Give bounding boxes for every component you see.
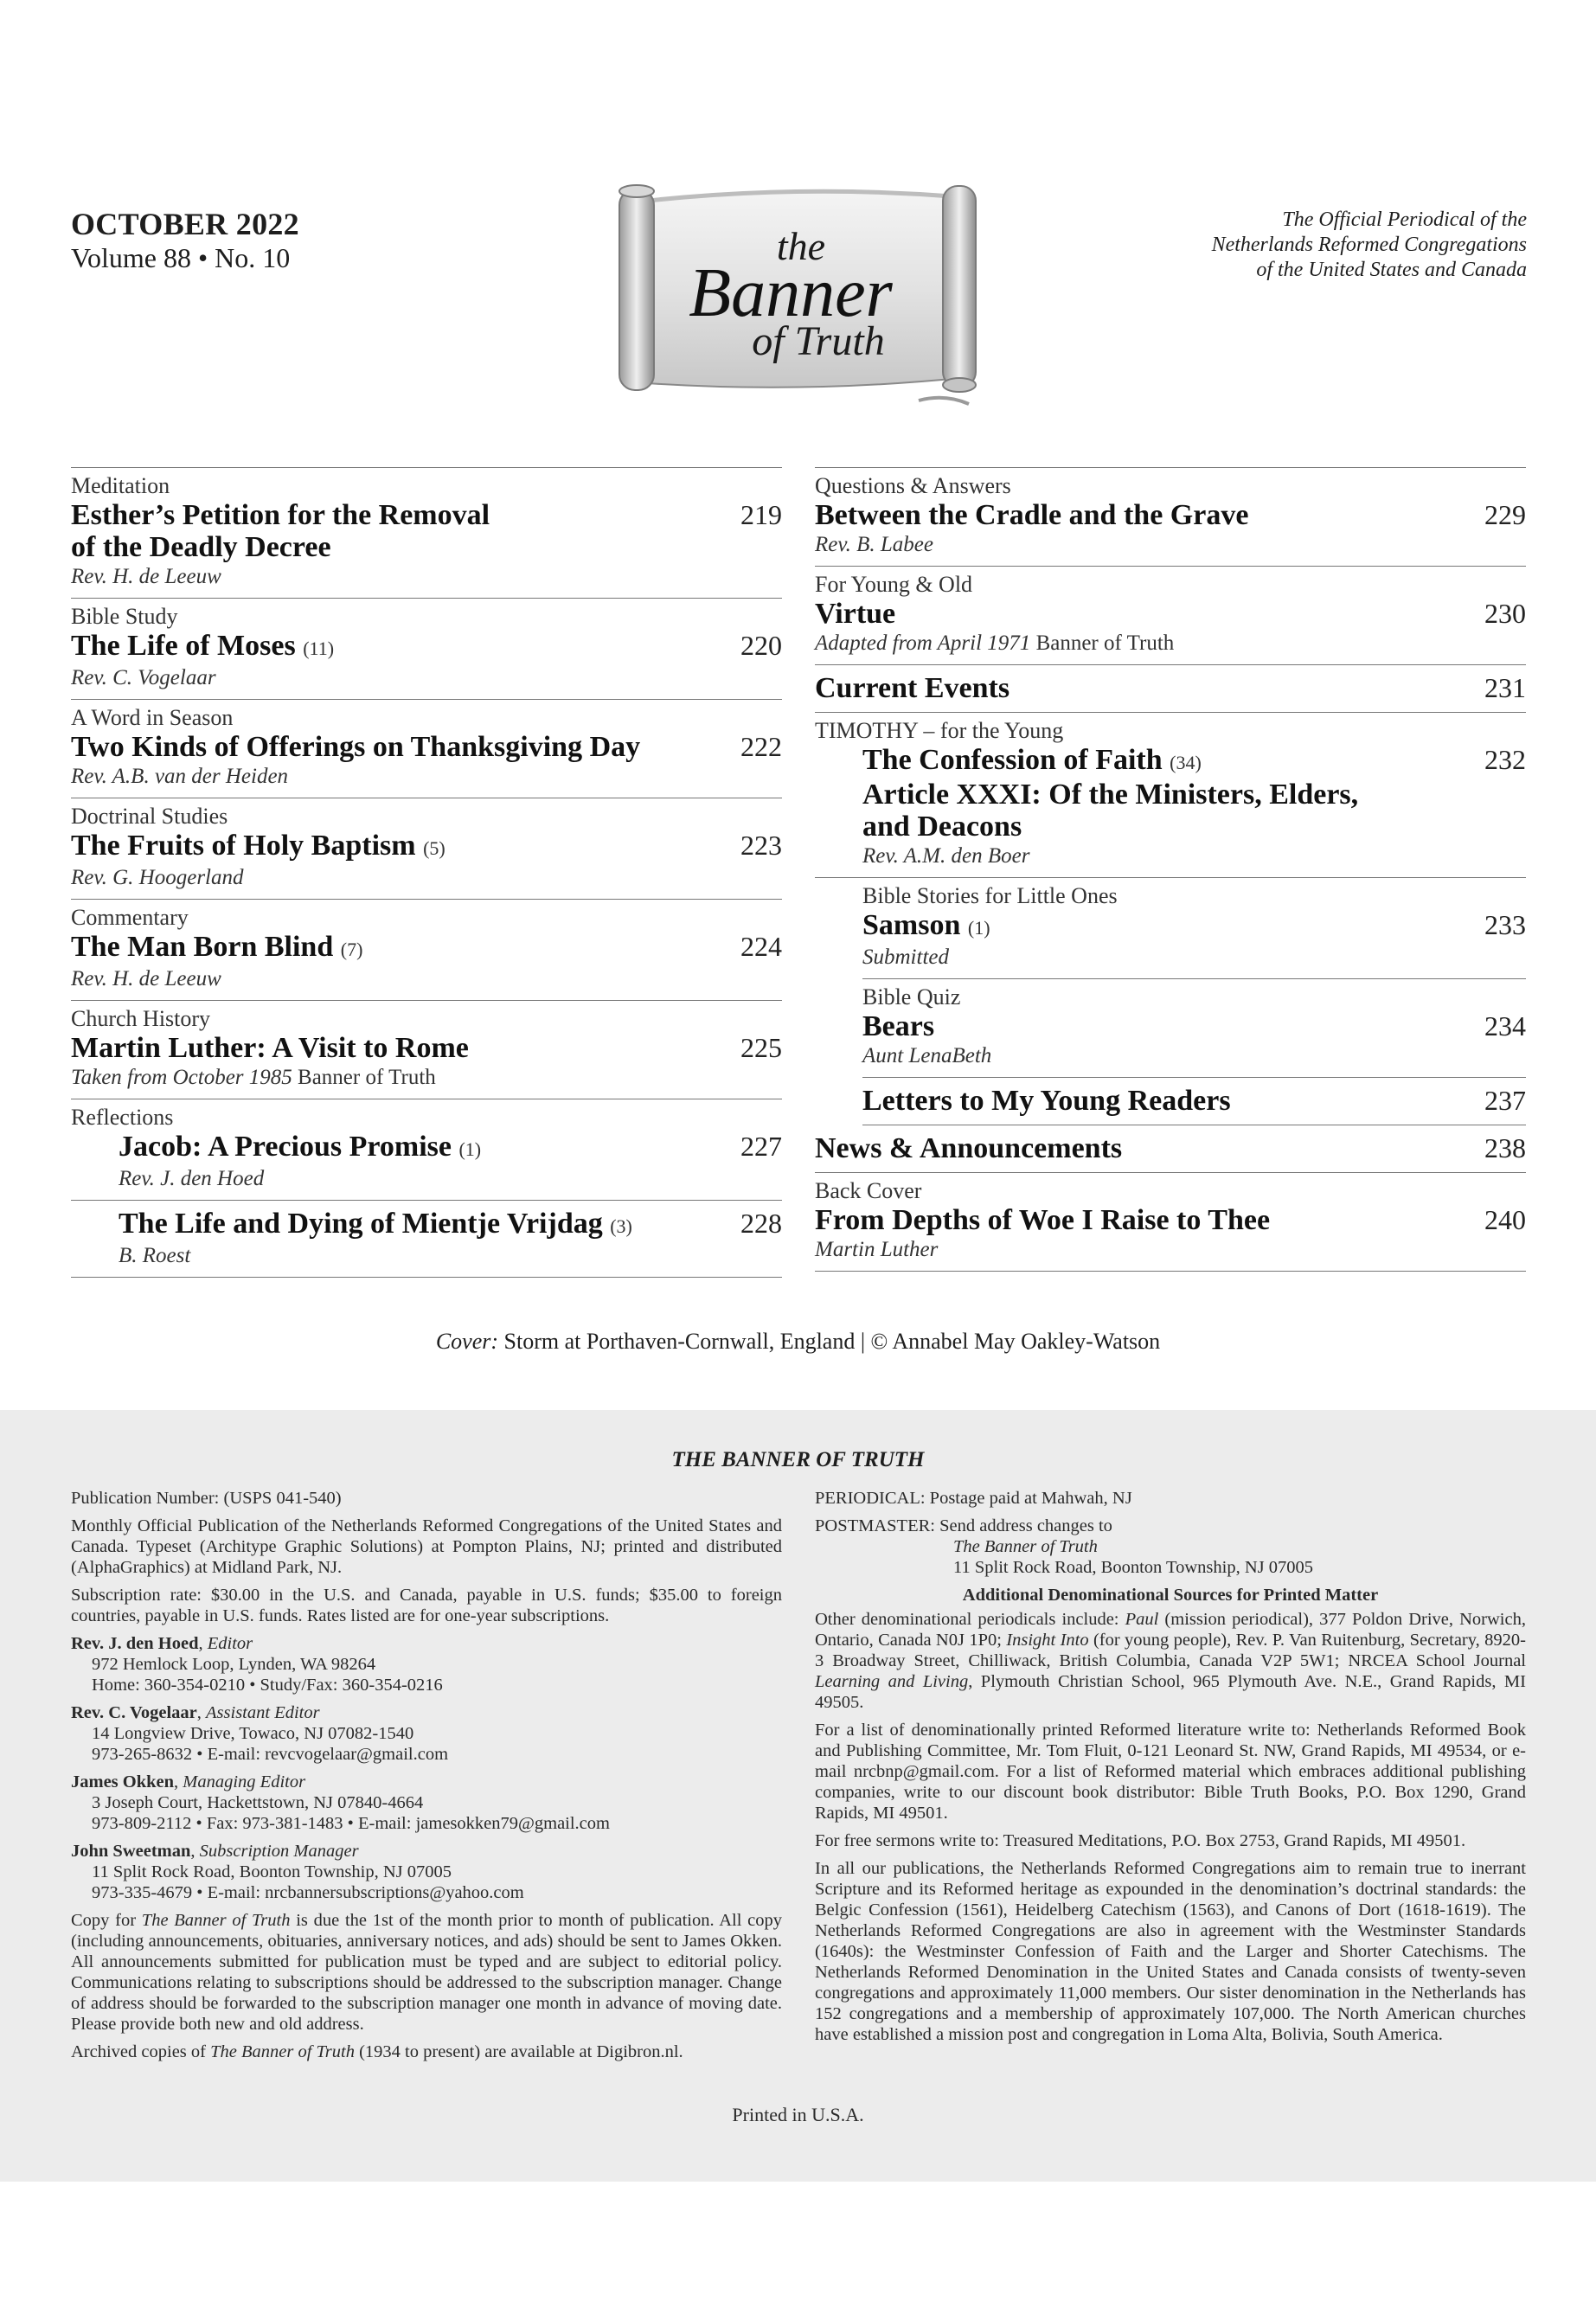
archive-text-rest: (1934 to present) are available at Digibron.nl. bbox=[354, 2042, 683, 2061]
toc-title-text: The Life and Dying of Mientje Vrijdag bbox=[119, 1208, 603, 1240]
other-title-learning: Learning and Living bbox=[815, 1672, 969, 1691]
toc-title[interactable]: Between the Cradle and the Grave bbox=[815, 499, 1249, 531]
toc-entry-doctrinal-studies[interactable] bbox=[71, 798, 782, 900]
publication-number: Publication Number: (USPS 041-540) bbox=[71, 1489, 342, 1508]
toc-section: Meditation bbox=[71, 473, 170, 498]
toc-section: Bible Stories for Little Ones bbox=[862, 883, 1118, 908]
toc-page: 232 bbox=[1484, 744, 1526, 775]
toc-section: Church History bbox=[71, 1006, 211, 1031]
toc-title[interactable] bbox=[71, 499, 490, 563]
toc-page: 222 bbox=[740, 731, 782, 762]
toc-title-text: Samson bbox=[862, 909, 961, 941]
toc-author: Rev. H. de Leeuw bbox=[71, 967, 221, 990]
staff-role: Editor bbox=[207, 1634, 253, 1653]
staff-editor: Rev. J. den Hoed, Editor 972 Hemlock Loop, Lynden, WA 98264 Home: 360-354-0210 • Study/Fax: 360-354-0216 bbox=[71, 1633, 782, 1695]
toc-part-number: (7) bbox=[340, 939, 363, 960]
toc-section: Bible Quiz bbox=[862, 984, 961, 1009]
toc-title[interactable] bbox=[71, 630, 334, 664]
toc-author bbox=[815, 630, 1526, 657]
copy-deadline-notice bbox=[71, 1910, 782, 2035]
toc-author: Rev. J. den Hoed bbox=[119, 1167, 265, 1190]
toc-author: B. Roest bbox=[119, 1244, 191, 1267]
staff-address: 3 Joseph Court, Hackettstown, NJ 07840-4664 bbox=[92, 1793, 424, 1812]
toc-entry-church-history[interactable] bbox=[71, 1001, 782, 1099]
staff-name: Rev. J. den Hoed bbox=[71, 1634, 199, 1653]
toc-part-number: (1) bbox=[458, 1138, 482, 1160]
toc-section: A Word in Season bbox=[71, 705, 234, 730]
toc-section: Questions & Answers bbox=[815, 473, 1011, 498]
toc-title[interactable]: Martin Luther: A Visit to Rome bbox=[71, 1032, 469, 1064]
cover-text: Storm at Porthaven-Cornwall, England | © Annabel May Oakley-Watson bbox=[498, 1329, 1161, 1354]
toc-section: Commentary bbox=[71, 905, 189, 930]
toc-author: Submitted bbox=[862, 945, 949, 969]
toc-author-publication: Banner of Truth bbox=[1030, 631, 1175, 655]
imprint-title: THE BANNER OF TRUTH bbox=[671, 1448, 925, 1471]
toc-author: Rev. H. de Leeuw bbox=[71, 565, 221, 588]
toc-author: Rev. C. Vogelaar bbox=[71, 666, 216, 689]
copy-text: Copy for bbox=[71, 1911, 142, 1930]
toc-entry-questions-answers[interactable] bbox=[815, 468, 1526, 567]
imprint-right-column bbox=[815, 1488, 1526, 2052]
toc-part-number: (3) bbox=[610, 1215, 632, 1237]
periodical-line-3: of the United States and Canada bbox=[1256, 259, 1527, 281]
subscription-rate: Subscription rate: $30.00 in the U.S. and Canada, payable in U.S. funds; $35.00 to foreign countries, payable in U.S. funds. Rates listed are for one-year subscriptions. bbox=[71, 1586, 782, 1625]
toc-right-column bbox=[815, 467, 1526, 1272]
archive-title: The Banner of Truth bbox=[210, 2042, 355, 2061]
other-text-3: (mission periodical), 377 Poldon Drive, Norwich, Ontario, Canada N0J 1P0; bbox=[815, 1610, 1526, 1650]
staff-contact: 973-335-4679 • E-mail: nrcbannersubscriptions@yahoo.com bbox=[92, 1883, 524, 1902]
toc-page: 230 bbox=[1484, 598, 1526, 629]
toc-title[interactable] bbox=[862, 909, 990, 944]
toc-section: Bible Study bbox=[71, 604, 178, 629]
staff-address: 11 Split Rock Road, Boonton Township, NJ 07005 bbox=[92, 1862, 452, 1881]
staff-address: 14 Longview Drive, Towaco, NJ 07082-1540 bbox=[92, 1724, 414, 1743]
toc-title[interactable]: Bears bbox=[862, 1010, 935, 1042]
staff-role: Subscription Manager bbox=[199, 1842, 359, 1861]
toc-author-source: Adapted from April 1971 bbox=[815, 631, 1031, 655]
toc-page: 225 bbox=[740, 1032, 782, 1063]
toc-part-number: (5) bbox=[423, 837, 445, 859]
toc-author-publication: Banner of Truth bbox=[292, 1066, 436, 1089]
postmaster-name: The Banner of Truth bbox=[953, 1537, 1098, 1556]
staff-contact: Home: 360-354-0210 • Study/Fax: 360-354-0216 bbox=[92, 1676, 443, 1695]
additional-sources-heading: Additional Denominational Sources for Printed Matter bbox=[962, 1586, 1379, 1605]
staff-subscription-manager: John Sweetman, Subscription Manager 11 Split Rock Road, Boonton Township, NJ 07005 973-335-4679 • E-mail: nrcbannersubscriptions@yahoo.com bbox=[71, 1841, 782, 1903]
copy-title: The Banner of Truth bbox=[141, 1911, 291, 1930]
toc-title[interactable]: Current Events bbox=[815, 672, 1010, 704]
toc-entry-current-events[interactable] bbox=[815, 665, 1526, 713]
toc-title[interactable] bbox=[71, 830, 445, 864]
toc-page: 229 bbox=[1484, 499, 1526, 530]
toc-author: Rev. B. Labee bbox=[815, 533, 933, 556]
postmaster-block bbox=[815, 1516, 1526, 1578]
periodical-description bbox=[1042, 208, 1527, 283]
postmaster-line: POSTMASTER: Send address changes to bbox=[815, 1516, 1112, 1535]
postmaster-address: 11 Split Rock Road, Boonton Township, NJ 07005 bbox=[953, 1558, 1313, 1577]
copy-text-rest: is due the 1st of the month prior to month of publication. All copy (including announcements, obituaries, anniversary notices, and ads) should be sent to James Okken. All announcements submitted for publication must be typed and are subject to editorial policy. Communications relating to subscriptions should be addressed to the subscription manager. Change of address should be forwarded to the subscription manager one month in advance of moving date. Please provide both new and old address. bbox=[71, 1911, 782, 2034]
toc-page: 231 bbox=[1484, 672, 1526, 703]
other-text-7: , Plymouth Christian School, 965 Plymouth Ave. N.E., Grand Rapids, MI 49505. bbox=[815, 1672, 1526, 1712]
toc-title-text: Jacob: A Precious Promise bbox=[119, 1131, 452, 1163]
toc-author: Rev. G. Hoogerland bbox=[71, 866, 244, 889]
toc-entry-word-in-season[interactable] bbox=[71, 700, 782, 798]
toc-title[interactable] bbox=[119, 1131, 481, 1165]
toc-title-line-3: and Deacons bbox=[862, 811, 1022, 843]
toc-entry-meditation[interactable] bbox=[71, 468, 782, 599]
periodical-postage: PERIODICAL: Postage paid at Mahwah, NJ bbox=[815, 1489, 1132, 1508]
staff-role: Assistant Editor bbox=[206, 1703, 320, 1722]
staff-name: James Okken bbox=[71, 1772, 175, 1791]
toc-author: Aunt LenaBeth bbox=[862, 1044, 992, 1067]
other-text-5: (for young people), Rev. P. Van Ruitenburg, Secretary, 8920-3 Broadway Street, Chilliwack, British Columbia, Canada V2P 5W1; NRCEA School Journal bbox=[815, 1631, 1526, 1670]
toc-entry-bible-study[interactable] bbox=[71, 599, 782, 700]
banner-of-truth-logo bbox=[606, 177, 990, 407]
toc-left-column bbox=[71, 467, 782, 1278]
toc-title[interactable]: Virtue bbox=[815, 598, 896, 630]
toc-title[interactable]: Two Kinds of Offerings on Thanksgiving Day bbox=[71, 731, 641, 763]
archive-notice bbox=[71, 2041, 782, 2062]
toc-entry-reflections[interactable] bbox=[71, 1099, 782, 1201]
toc-part-number: (34) bbox=[1170, 752, 1202, 773]
other-periodicals bbox=[815, 1609, 1526, 1713]
cover-credit bbox=[0, 1329, 1596, 1355]
issue-date: OCTOBER 2022 bbox=[71, 207, 299, 241]
toc-section: TIMOTHY – for the Young bbox=[815, 718, 1064, 743]
toc-title[interactable]: News & Announcements bbox=[815, 1132, 1123, 1164]
toc-section: Back Cover bbox=[815, 1178, 922, 1203]
toc-entry-young-old[interactable] bbox=[815, 567, 1526, 665]
literature-list: For a list of denominationally printed Reformed literature write to: Netherlands Reformed Book and Publishing Committee, Mr. Tom Fluit, 0-121 Leonard St. NW, Grand Rapids, MI 49534, or e-mail nrcbnp@gmail.com. For a list of Reformed material which embraces additional publishing companies, write to our discount book distributor: Bible Truth Books, P.O. Box 1290, Grand Rapids, MI 49501. bbox=[815, 1721, 1526, 1823]
staff-name: John Sweetman bbox=[71, 1842, 191, 1861]
archive-text: Archived copies of bbox=[71, 2042, 211, 2061]
toc-page: 240 bbox=[1484, 1204, 1526, 1235]
logo-word-banner: Banner bbox=[689, 255, 893, 331]
cover-label: Cover: bbox=[435, 1329, 499, 1354]
toc-page: 237 bbox=[1484, 1085, 1526, 1116]
staff-address: 972 Hemlock Loop, Lynden, WA 98264 bbox=[92, 1655, 376, 1674]
periodical-line-1: The Official Periodical of the bbox=[1282, 208, 1527, 231]
toc-page: 219 bbox=[740, 499, 782, 530]
toc-page: 224 bbox=[740, 931, 782, 962]
toc-page: 233 bbox=[1484, 909, 1526, 940]
toc-title-text: The Confession of Faith bbox=[862, 744, 1163, 776]
toc-title[interactable] bbox=[119, 1208, 632, 1242]
toc-entry-mientje-vrijdag[interactable] bbox=[71, 1201, 782, 1278]
toc-entry-bible-stories[interactable] bbox=[862, 878, 1526, 979]
toc-title-text: The Man Born Blind bbox=[71, 931, 334, 963]
toc-title[interactable]: Letters to My Young Readers bbox=[862, 1085, 1231, 1117]
other-text-1: Other denominational periodicals include: bbox=[815, 1610, 1125, 1629]
toc-title-line: Esther’s Petition for the Removal bbox=[71, 499, 490, 531]
toc-author: Martin Luther bbox=[815, 1238, 939, 1261]
toc-title[interactable]: From Depths of Woe I Raise to Thee bbox=[815, 1204, 1271, 1236]
other-title-paul: Paul bbox=[1125, 1610, 1159, 1629]
toc-section: For Young & Old bbox=[815, 572, 973, 597]
toc-page: 220 bbox=[740, 630, 782, 661]
staff-contact: 973-809-2112 • Fax: 973-381-1483 • E-mail: jamesokken79@gmail.com bbox=[92, 1814, 610, 1833]
toc-entry-letters[interactable] bbox=[862, 1078, 1526, 1125]
toc-title-line-2: of the Deadly Decree bbox=[71, 531, 331, 563]
toc-entry-news[interactable] bbox=[815, 1125, 1526, 1173]
toc-page: 227 bbox=[740, 1131, 782, 1162]
other-title-insight: Insight Into bbox=[1006, 1631, 1089, 1650]
toc-author: Rev. A.M. den Boer bbox=[862, 844, 1030, 868]
toc-part-number: (11) bbox=[303, 638, 335, 659]
toc-page: 238 bbox=[1484, 1132, 1526, 1163]
toc-title-text: The Life of Moses bbox=[71, 630, 296, 662]
toc-author: Rev. A.B. van der Heiden bbox=[71, 765, 289, 788]
staff-role: Managing Editor bbox=[183, 1772, 306, 1791]
toc-entry-timothy[interactable] bbox=[815, 713, 1526, 878]
imprint-left-column bbox=[71, 1488, 782, 2069]
toc-author-source: Taken from October 1985 bbox=[71, 1066, 292, 1089]
denomination-about: In all our publications, the Netherlands Reformed Congregations aim to remain true to inerrant Scripture and its Reformed heritage as expounded in the denomination’s doctrinal standards: the Belgic Confession (1561), Heidelberg Catechism (1563), and Canons of Dort (1618-1619). The Netherlands Reformed Congregations are also in agreement with the Westminster Standards (1640s): the Westminster Confession of Faith and the Larger and Shorter Catechisms. The Netherlands Reformed Denomination in the United States and Canada consists of twenty-seven congregations and approximately 11,000 members. Our sister denomination in the Netherlands has 152 congregations and a membership of approximately 107,000. The North American churches have established a mission post and congregation in Loma Alta, Bolivia, South America. bbox=[815, 1859, 1526, 2044]
staff-assistant-editor: Rev. C. Vogelaar, Assistant Editor 14 Longview Drive, Towaco, NJ 07082-1540 973-265-8632 • E-mail: revcvogelaar@gmail.com bbox=[71, 1702, 782, 1765]
toc-title-text: The Fruits of Holy Baptism bbox=[71, 830, 416, 862]
toc-title[interactable] bbox=[862, 744, 1358, 843]
toc-page: 234 bbox=[1484, 1010, 1526, 1042]
toc-entry-commentary[interactable] bbox=[71, 900, 782, 1001]
toc-section: Doctrinal Studies bbox=[71, 804, 228, 829]
printed-in: Printed in U.S.A. bbox=[732, 2104, 864, 2125]
staff-contact: 973-265-8632 • E-mail: revcvogelaar@gmail.com bbox=[92, 1745, 449, 1764]
toc-page: 228 bbox=[740, 1208, 782, 1239]
toc-title[interactable] bbox=[71, 931, 362, 965]
logo-word-the: the bbox=[776, 224, 826, 268]
toc-entry-back-cover[interactable] bbox=[815, 1173, 1526, 1272]
toc-part-number: (1) bbox=[967, 917, 990, 939]
publication-info: Monthly Official Publication of the Netherlands Reformed Congregations of the United States and Canada. Typeset (Architype Graphic Solutions) at Pompton Plains, NJ; printed and distributed (AlphaGraphics) at Midland Park, NJ. bbox=[71, 1516, 782, 1577]
logo-word-of-truth: of Truth bbox=[752, 318, 885, 364]
toc-page: 223 bbox=[740, 830, 782, 861]
toc-author bbox=[71, 1064, 782, 1091]
staff-name: Rev. C. Vogelaar bbox=[71, 1703, 197, 1722]
issue-volume: Volume 88 • No. 10 bbox=[71, 242, 291, 273]
toc-title-line-2: Article XXXI: Of the Ministers, Elders, bbox=[862, 779, 1359, 811]
toc-section: Reflections bbox=[71, 1105, 174, 1130]
free-sermons: For free sermons write to: Treasured Meditations, P.O. Box 2753, Grand Rapids, MI 49501. bbox=[815, 1831, 1466, 1850]
periodical-line-2: Netherlands Reformed Congregations bbox=[1211, 234, 1527, 256]
toc-entry-bible-quiz[interactable] bbox=[862, 979, 1526, 1078]
staff-managing-editor: James Okken, Managing Editor 3 Joseph Court, Hackettstown, NJ 07840-4664 973-809-2112 • Fax: 973-381-1483 • E-mail: jamesokken79@gmail.com bbox=[71, 1772, 782, 1834]
